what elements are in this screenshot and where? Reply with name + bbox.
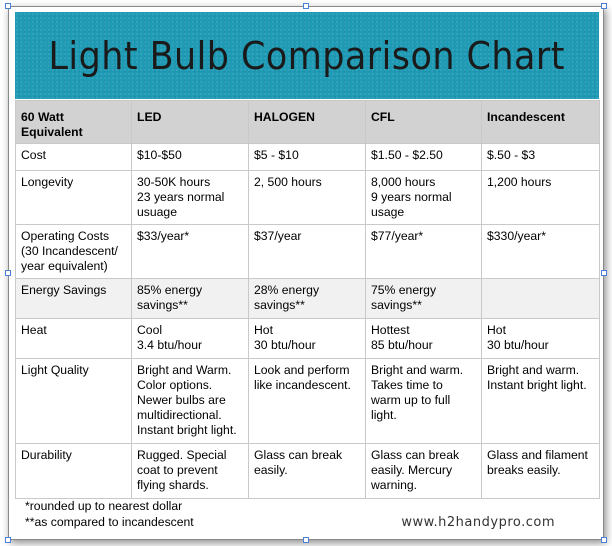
resize-handle-bottom-left[interactable] bbox=[5, 537, 11, 543]
resize-handle-left[interactable] bbox=[5, 270, 11, 276]
title-banner bbox=[15, 12, 599, 99]
table-row bbox=[16, 359, 600, 444]
header-cell: CFL bbox=[366, 101, 482, 144]
table-cell: Glass can break easily. Mercury warning. bbox=[366, 444, 482, 499]
table-cell: Look and perform like incandescent. bbox=[249, 359, 366, 444]
table-cell: $5 - $10 bbox=[249, 144, 366, 171]
resize-handle-top-right[interactable] bbox=[601, 3, 607, 9]
footnotes bbox=[25, 498, 194, 530]
table-cell: Glass and filament breaks easily. bbox=[482, 444, 600, 499]
table-row bbox=[16, 171, 600, 225]
table-cell: Hot 30 btu/hour bbox=[482, 319, 600, 359]
table-header-row bbox=[16, 101, 600, 144]
table-cell: 75% energy savings** bbox=[366, 279, 482, 319]
comparison-table bbox=[15, 100, 600, 499]
table-cell: Glass can break easily. bbox=[249, 444, 366, 499]
table-cell: Hot 30 btu/hour bbox=[249, 319, 366, 359]
row-label: Energy Savings bbox=[16, 279, 132, 319]
resize-handle-top-left[interactable] bbox=[5, 3, 11, 9]
footnote: *rounded up to nearest dollar bbox=[25, 499, 183, 513]
table-cell: $.50 - $3 bbox=[482, 144, 600, 171]
table-row bbox=[16, 279, 600, 319]
table-cell: Bright and Warm. Color options. Newer bulbs are multidirectional. Instant bright light. bbox=[132, 359, 249, 444]
header-cell: LED bbox=[132, 101, 249, 144]
resize-handle-bottom[interactable] bbox=[303, 537, 309, 543]
row-label: Longevity bbox=[16, 171, 132, 225]
table-row bbox=[16, 225, 600, 279]
watermark-url: www.h2handypro.com bbox=[401, 515, 555, 530]
table-row bbox=[16, 144, 600, 171]
table-cell: $77/year* bbox=[366, 225, 482, 279]
table-cell: $330/year* bbox=[482, 225, 600, 279]
row-label: Heat bbox=[16, 319, 132, 359]
header-cell: HALOGEN bbox=[249, 101, 366, 144]
table-cell: Cool 3.4 btu/hour bbox=[132, 319, 249, 359]
table-cell: Rugged. Special coat to prevent flying shards. bbox=[132, 444, 249, 499]
resize-handle-top[interactable] bbox=[303, 3, 309, 9]
chart-image-frame[interactable] bbox=[8, 6, 604, 540]
header-cell: Incandescent bbox=[482, 101, 600, 144]
table-cell: 30-50K hours 23 years normal usuage bbox=[132, 171, 249, 225]
row-label: Cost bbox=[16, 144, 132, 171]
table-cell: 2, 500 hours bbox=[249, 171, 366, 225]
table-cell: 85% energy savings** bbox=[132, 279, 249, 319]
table-row bbox=[16, 319, 600, 359]
table-cell: $1.50 - $2.50 bbox=[366, 144, 482, 171]
row-label: Operating Costs (30 Incandescent/ year equivalent) bbox=[16, 225, 132, 279]
header-cell: 60 Watt Equivalent bbox=[16, 101, 132, 144]
chart-title: Light Bulb Comparison Chart bbox=[48, 33, 566, 78]
row-label: Light Quality bbox=[16, 359, 132, 444]
table-cell: $37/year bbox=[249, 225, 366, 279]
row-label: Durability bbox=[16, 444, 132, 499]
table-cell: $33/year* bbox=[132, 225, 249, 279]
table-cell: 1,200 hours bbox=[482, 171, 600, 225]
table-cell: $10-$50 bbox=[132, 144, 249, 171]
table-cell: 8,000 hours 9 years normal usage bbox=[366, 171, 482, 225]
table-row bbox=[16, 444, 600, 499]
table-cell: 28% energy savings** bbox=[249, 279, 366, 319]
table-cell: Bright and warm. Instant bright light. bbox=[482, 359, 600, 444]
resize-handle-right[interactable] bbox=[601, 270, 607, 276]
table-cell: Bright and warm. Takes time to warm up to full light. bbox=[366, 359, 482, 444]
footnote: **as compared to incandescent bbox=[25, 515, 194, 529]
table-cell: Hottest 85 btu/hour bbox=[366, 319, 482, 359]
table-cell bbox=[482, 279, 600, 319]
resize-handle-bottom-right[interactable] bbox=[601, 537, 607, 543]
